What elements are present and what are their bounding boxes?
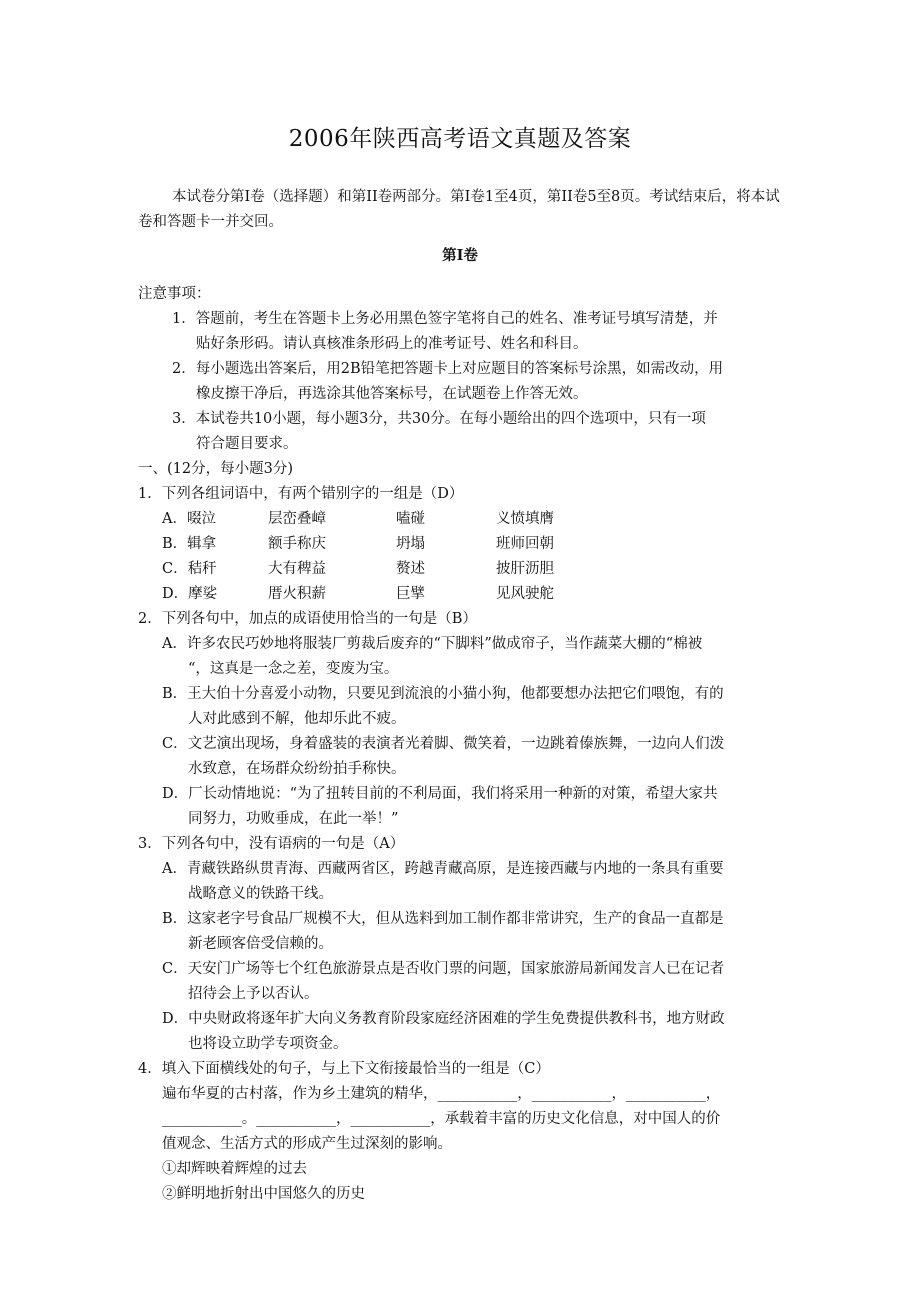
option-cell: 大有稗益 [268,561,326,577]
question-4-stem: 4．填入下面横线处的句子，与上下文衔接最恰当的一组是（C） [138,1061,550,1077]
option-cell: 厝火积薪 [268,586,326,602]
note-3-line2: 符合题目要求。 [196,436,298,452]
question-4-passage-line2: ___________。___________，___________，承载着丰富的历史文化信息，对中国人的价 [162,1111,721,1127]
note-2-line1: 2．每小题选出答案后，用2B铅笔把答题卡上对应题目的答案标号涂黑，如需改动，用 [172,361,724,377]
option-cell: 见风驶舵 [496,586,554,602]
question-2-stem: 2．下列各句中，加点的成语使用恰当的一句是（B） [138,611,477,627]
question-1-option-row [138,532,798,557]
question-1-option-row [138,557,798,582]
note-2-line2: 橡皮擦干净后，再选涂其他答案标号，在试题卷上作答无效。 [196,386,588,402]
part-one-heading: 一、(12分，每小题3分) [138,461,293,477]
question-3-option-d-cont: 也将设立助学专项资金。 [188,1036,348,1052]
document-body [138,282,798,1207]
option-cell: 坍塌 [396,536,425,552]
option-cell: 层峦叠嶂 [268,511,326,527]
option-cell: 义愤填膺 [496,511,554,527]
question-4-item-2: ②鲜明地折射出中国悠久的历史 [162,1186,365,1202]
notes-label: 注意事项： [138,286,211,302]
question-3-option-a-cont: 战略意义的铁路干线。 [188,886,333,902]
question-2-option-a: A．许多农民巧妙地将服装厂剪裁后废弃的“下脚料”做成帘子，当作蔬菜大棚的“棉被 [162,636,703,652]
option-cell: 赘述 [396,561,425,577]
question-4-passage-line3: 值观念、生活方式的形成产生过深刻的影响。 [162,1136,452,1152]
question-2-option-c-cont: 水致意，在场群众纷纷拍手称快。 [188,761,406,777]
question-3-option-b: B．这家老字号食品厂规模不大，但从选料到加工制作都非常讲究，生产的食品一直都是 [162,911,724,927]
option-cell: 巨擘 [396,586,425,602]
question-2-option-c: C．文艺演出现场，身着盛装的表演者光着脚、微笑着，一边跳着傣族舞，一边向人们泼 [162,736,725,752]
question-3-option-d: D．中央财政将逐年扩大向义务教育阶段家庭经济困难的学生免费提供教科书，地方财政 [162,1011,725,1027]
option-cell: 班师回朝 [496,536,554,552]
option-cell: A．啜泣 [162,511,216,527]
note-1-line2: 贴好条形码。请认真核准条形码上的准考证号、姓名和科目。 [196,336,588,352]
question-1-option-row [138,582,798,607]
option-cell: 嗑碰 [396,511,425,527]
question-4-passage-line1: 遍布华夏的古村落，作为乡土建筑的精华，___________，___________，___________， [162,1086,721,1102]
question-2-option-d: D．厂长动情地说：“为了扭转目前的不利局面，我们将采用一种新的对策，希望大家共 [162,786,718,802]
question-1-stem: 1．下列各组词语中，有两个错别字的一组是（D） [138,486,464,502]
note-1-line1: 1．答题前，考生在答题卡上务必用黑色签字笔将自己的姓名、准考证号填写清楚，并 [172,311,718,327]
question-2-option-b-cont: 人对此感到不解，他却乐此不疲。 [188,711,406,727]
document-title: 2006年陕西高考语文真题及答案 [288,126,632,152]
option-cell: 披肝沥胆 [496,561,554,577]
question-3-option-a: A．青藏铁路纵贯青海、西藏两省区，跨越青藏高原，是连接西藏与内地的一条具有重要 [162,861,724,877]
question-3-option-c: C．天安门广场等七个红色旅游景点是否收门票的问题，国家旅游局新闻发言人已在记者 [162,961,725,977]
question-3-option-c-cont: 招待会上予以否认。 [188,986,319,1002]
option-cell: D．摩娑 [162,586,218,602]
option-cell: B．辑拿 [162,536,217,552]
option-cell: C．秸秆 [162,561,217,577]
section-title: 第Ⅰ卷 [442,247,478,264]
question-3-option-b-cont: 新老顾客倍受信赖的。 [188,936,333,952]
question-1-option-row [138,507,798,532]
note-3-line1: 3．本试卷共10小题，每小题3分，共30分。在每小题给出的四个选项中，只有一项 [172,411,706,427]
question-2-option-d-cont: 同努力，功败垂成，在此一举！” [188,811,399,827]
intro-paragraph: 本试卷分第Ⅰ卷（选择题）和第II卷两部分。第Ⅰ卷1至4页，第II卷5至8页。考试结束后，将本试卷和答题卡一并交回。 [138,189,780,230]
question-3-stem: 3．下列各句中，没有语病的一句是（A） [138,836,405,852]
option-cell: 额手称庆 [268,536,326,552]
question-2-option-b: B．王大伯十分喜爱小动物，只要见到流浪的小猫小狗，他都要想办法把它们喂饱，有的 [162,686,724,702]
question-2-option-a-cont: “，这真是一念之差，变废为宝。 [188,661,399,677]
question-4-item-1: ①却辉映着辉煌的过去 [162,1161,307,1177]
